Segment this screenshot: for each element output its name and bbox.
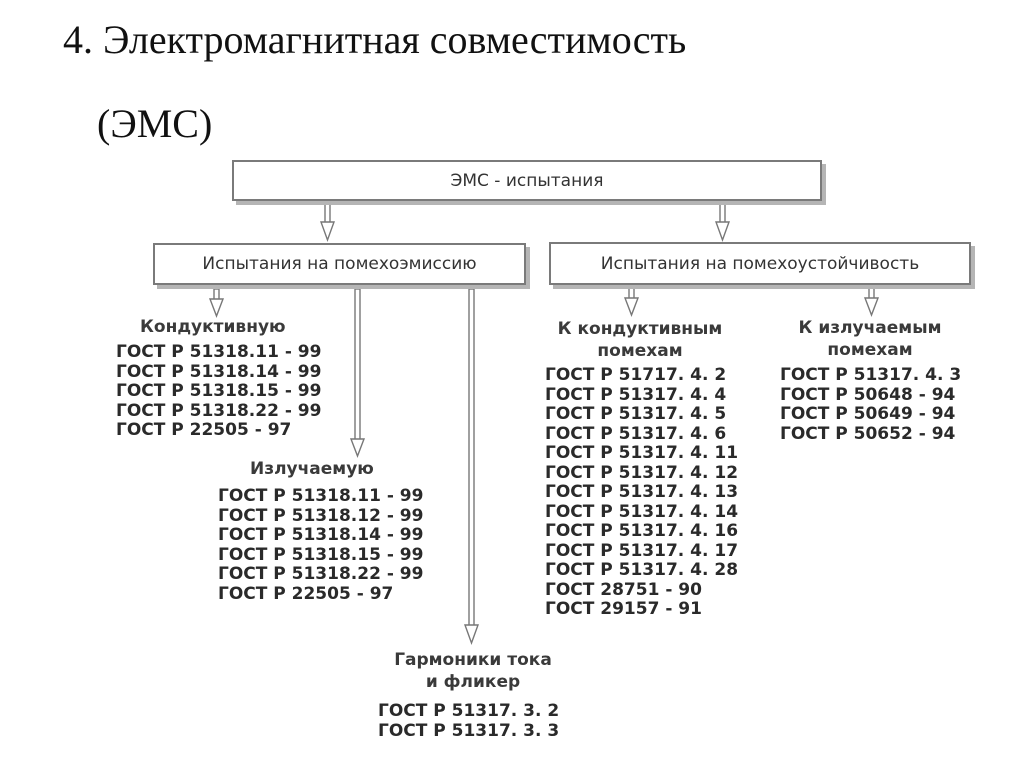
- standard-item: ГОСТ Р 51717. 4. 2: [545, 365, 727, 385]
- arrow-root-to-immunity: [716, 201, 729, 240]
- standard-item: ГОСТ Р 51317. 4. 5: [545, 404, 727, 424]
- standard-item: ГОСТ Р 51317. 4. 4: [545, 384, 727, 405]
- emission-radiated-label: Излучаемую: [250, 459, 374, 479]
- emission-harmonics-label: [380, 649, 566, 693]
- immunity-conductive-standards: [545, 366, 738, 620]
- emission-conductive-standards: [116, 343, 321, 441]
- standard-item: ГОСТ Р 50652 - 94: [780, 423, 956, 444]
- standard-item: ГОСТ Р 51318.12 - 99: [218, 505, 424, 526]
- arrow-immunity-to-radiated: [865, 288, 878, 315]
- standard-item: ГОСТ Р 51317. 4. 12: [545, 462, 739, 483]
- immunity-tests-label: Испытания на помехоустойчивость: [600, 253, 920, 274]
- arrow-emission-to-radiated: [351, 289, 364, 456]
- arrow-emission-to-harmonics: [465, 289, 478, 643]
- standard-item: ГОСТ Р 51317. 4. 28: [545, 560, 739, 580]
- standard-item: ГОСТ Р 51317. 4. 14: [545, 501, 739, 522]
- standard-item: ГОСТ Р 51318.11 - 99: [218, 486, 424, 506]
- standard-item: ГОСТ Р 51317. 4. 3: [780, 365, 962, 385]
- emission-radiated-standards: [218, 487, 423, 604]
- immunity-conductive-line1: К кондуктивным: [557, 319, 723, 339]
- standard-item: ГОСТ Р 22505 - 97: [218, 583, 394, 604]
- standard-item: ГОСТ Р 51317. 4. 17: [545, 540, 739, 561]
- standard-item: ГОСТ Р 51317. 4. 6: [545, 423, 727, 444]
- standard-item: ГОСТ Р 51318.15 - 99: [218, 544, 424, 565]
- standard-item: ГОСТ Р 51317. 4. 16: [545, 521, 739, 541]
- standard-item: ГОСТ Р 51318.15 - 99: [116, 381, 322, 401]
- slide-title: 4. Электромагнитная совместимость: [63, 17, 687, 62]
- standard-item: ГОСТ Р 22505 - 97: [116, 420, 292, 440]
- standard-item: ГОСТ Р 51318.14 - 99: [218, 525, 424, 545]
- immunity-conductive-line2: помехам: [597, 341, 683, 361]
- arrow-emission-to-conductive: [210, 289, 223, 316]
- standard-item: ГОСТ Р 51317. 3. 3: [378, 720, 560, 741]
- harmonics-label-line1: Гармоники тока: [394, 650, 552, 670]
- standard-item: ГОСТ 28751 - 90: [545, 579, 702, 600]
- standard-item: ГОСТ Р 51318.14 - 99: [116, 361, 322, 382]
- standard-item: ГОСТ Р 51318.22 - 99: [218, 564, 424, 584]
- standard-item: ГОСТ Р 50648 - 94: [780, 384, 956, 405]
- slide-title-abbreviation: (ЭМС): [97, 101, 213, 146]
- standard-item: ГОСТ Р 51318.11 - 99: [116, 342, 322, 362]
- emission-conductive-label: Кондуктивную: [140, 317, 286, 337]
- immunity-radiated-standards: [780, 366, 961, 444]
- standard-item: ГОСТ Р 51318.22 - 99: [116, 400, 322, 421]
- immunity-conductive-label: [540, 318, 740, 362]
- emission-tests-box: [153, 243, 526, 285]
- immunity-tests-box: [549, 242, 971, 285]
- immunity-radiated-label: [780, 317, 960, 361]
- emission-harmonics-standards: [378, 702, 559, 741]
- arrow-root-to-emission: [321, 201, 334, 240]
- arrow-immunity-to-conductive: [625, 288, 638, 315]
- ems-tests-box: [232, 160, 822, 201]
- immunity-radiated-line2: помехам: [827, 340, 913, 360]
- standard-item: ГОСТ Р 51317. 4. 13: [545, 482, 739, 502]
- emission-tests-label: Испытания на помехоэмиссию: [202, 254, 477, 274]
- harmonics-label-line2: и фликер: [425, 672, 521, 692]
- immunity-radiated-line1: К излучаемым: [798, 318, 942, 338]
- standard-item: ГОСТ Р 51317. 4. 11: [545, 443, 739, 463]
- standard-item: ГОСТ Р 50649 - 94: [780, 404, 956, 424]
- standard-item: ГОСТ Р 51317. 3. 2: [378, 701, 560, 721]
- standard-item: ГОСТ 29157 - 91: [545, 599, 702, 619]
- ems-tests-label: ЭМС - испытания: [450, 170, 604, 191]
